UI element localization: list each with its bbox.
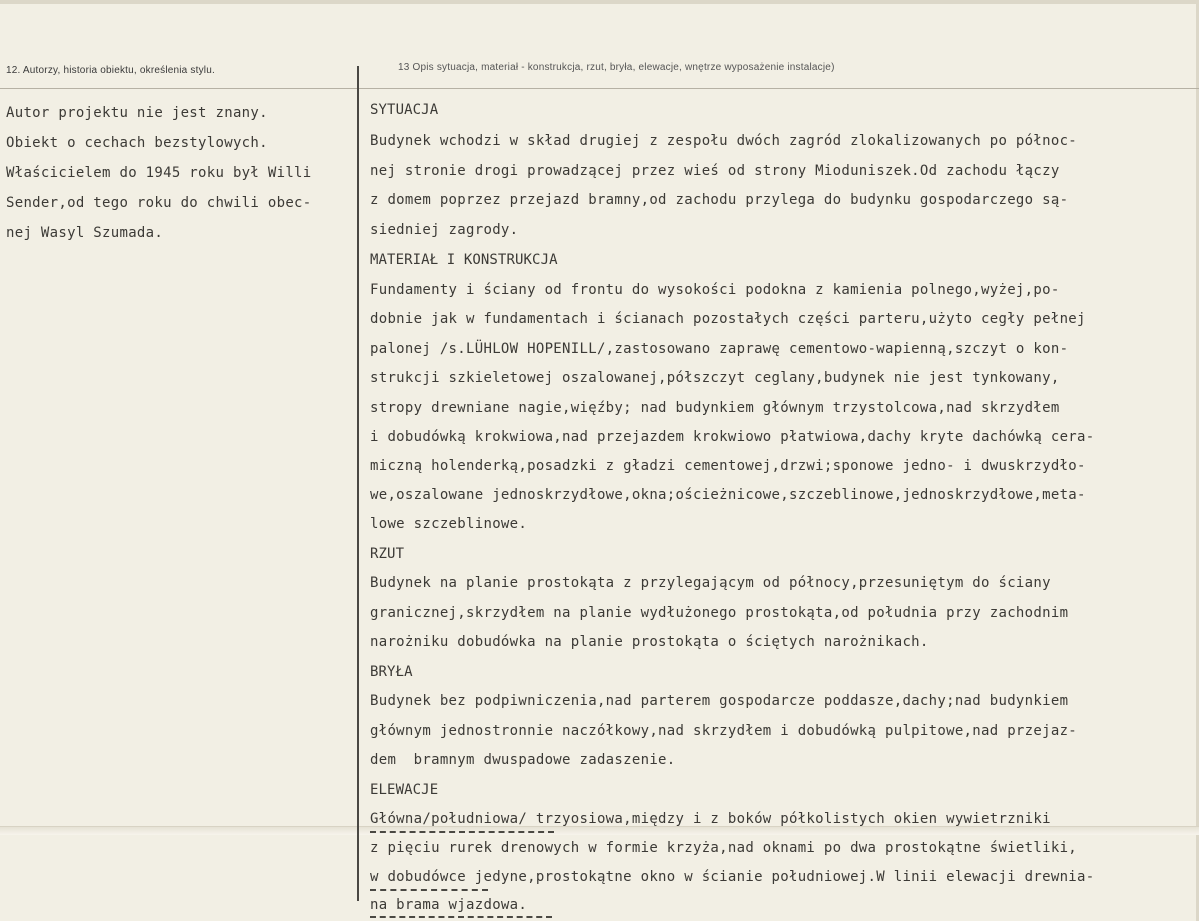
paper-fold — [0, 826, 1199, 835]
heading-material: MATERIAŁ I KONSTRUKCJA — [370, 252, 558, 268]
right-line-17: Budynek bez podpiwniczenia,nad parterem gospodarcze poddasze,dachy;nad budynkiem — [370, 693, 1069, 709]
right-line-13: lowe szczeblinowe. — [370, 516, 528, 532]
right-line-9: stropy drewniane nagie,więźby; nad budynkiem głównym trzystolcowa,nad skrzydłem — [370, 400, 1060, 416]
right-line-6: dobnie jak w fundamentach i ścianach pozostałych części parteru,użyto cegły pełnej — [370, 311, 1086, 327]
underline-glowna-poludniowa — [370, 831, 554, 833]
underline-w-dobudowce — [370, 889, 488, 891]
section-13-header: 13 Opis sytuacja, materiał - konstrukcja, rzut, bryła, elewacje, wnętrze wyposażenie instalacje) — [398, 62, 835, 73]
right-line-5: Fundamenty i ściany od frontu do wysokości podokna z kamienia polnego,wyżej,po- — [370, 282, 1060, 298]
heading-bryla: BRYŁA — [370, 664, 413, 680]
header-rule — [0, 88, 1199, 89]
underline-brama-wjazdowa — [370, 916, 552, 918]
section-12-header: 12. Autorzy, historia obiektu, określenia stylu. — [6, 65, 215, 76]
right-line-12: we,oszalowane jednoskrzydłowe,okna;ościeżnicowe,szczeblinowe,jednoskrzydłowe,meta- — [370, 487, 1086, 503]
paper-edge-top — [0, 0, 1199, 4]
right-line-4: siedniej zagrody. — [370, 222, 519, 238]
right-line-2: nej stronie drogi prowadzącej przez wieś od strony Mioduniszek.Od zachodu łączy — [370, 163, 1060, 179]
right-line-21: z pięciu rurek drenowych w formie krzyża,nad oknami po dwa prostokątne świetliki, — [370, 840, 1078, 856]
right-line-11: miczną holenderką,posadzki z gładzi cementowej,drzwi;sponowe jedno- i dwuskrzydło- — [370, 458, 1086, 474]
right-line-22: w dobudówce jedyne,prostokątne okno w ścianie południowej.W linii elewacji drewnia- — [370, 869, 1095, 885]
left-line-5: nej Wasyl Szumada. — [6, 225, 164, 241]
heading-rzut: RZUT — [370, 546, 405, 562]
right-line-3: z domem poprzez przejazd bramny,od zachodu przylega do budynku gospodarczego są- — [370, 192, 1069, 208]
left-line-3: Właścicielem do 1945 roku był Willi — [6, 165, 312, 181]
right-line-16: narożniku dobudówka na planie prostokąta o ściętych narożnikach. — [370, 634, 929, 650]
left-line-2: Obiekt o cechach bezstylowych. — [6, 135, 268, 151]
left-line-4: Sender,od tego roku do chwili obec- — [6, 195, 312, 211]
right-line-23: na brama wjazdowa. — [370, 897, 528, 913]
column-divider — [357, 66, 359, 901]
left-line-1: Autor projektu nie jest znany. — [6, 105, 268, 121]
right-line-20: Główna/południowa/ trzyosiowa,między i z boków półkolistych okien wywietrzniki — [370, 811, 1051, 827]
right-line-19: dem bramnym dwuspadowe zadaszenie. — [370, 752, 676, 768]
right-line-1: Budynek wchodzi w skład drugiej z zespołu dwóch zagród zlokalizowanych po północ- — [370, 133, 1078, 149]
right-line-8: strukcji szkieletowej oszalowanej,półszczyt ceglany,budynek nie jest tynkowany, — [370, 370, 1060, 386]
right-line-14: Budynek na planie prostokąta z przylegającym od północy,przesuniętym do ściany — [370, 575, 1051, 591]
heading-sytuacja: SYTUACJA — [370, 102, 439, 118]
right-line-7: palonej /s.LÜHLOW HOPENILL/,zastosowano zaprawę cementowo-wapienną,szczyt o kon- — [370, 341, 1069, 357]
right-line-15: granicznej,skrzydłem na planie wydłużonego prostokąta,od południa przy zachodnim — [370, 605, 1069, 621]
heading-elewacje: ELEWACJE — [370, 782, 439, 798]
right-line-10: i dobudówką krokwiowa,nad przejazdem krokwiowo płatwiowa,dachy kryte dachówką cera- — [370, 429, 1095, 445]
right-line-18: głównym jednostronnie naczółkowy,nad skrzydłem i dobudówką pulpitowe,nad przejaz- — [370, 723, 1078, 739]
